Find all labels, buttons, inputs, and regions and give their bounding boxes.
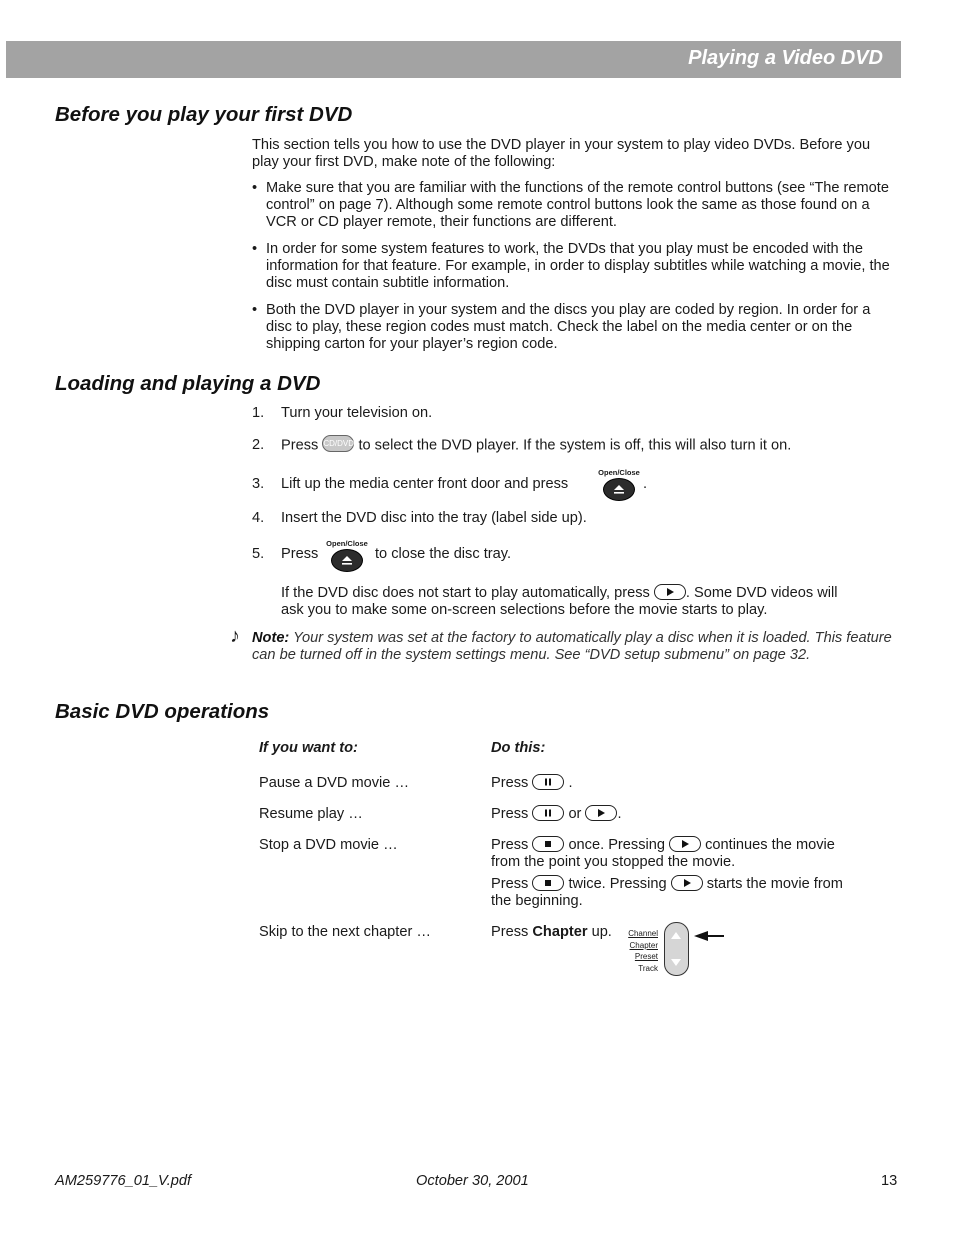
chevron-down-icon xyxy=(671,959,681,966)
stop-button xyxy=(532,875,564,891)
cd-dvd-button: CD/DVD xyxy=(322,435,354,452)
bullet-item: • Both the DVD player in your system and the discs you play are coded by region. In order for a disc to play, these region codes must match. Check the label on the media center or on the shipping carton for your player’s region code. xyxy=(252,302,871,352)
table-row-do: Press or . xyxy=(491,806,622,822)
play-button xyxy=(671,875,703,891)
play-icon xyxy=(586,806,616,820)
play-icon xyxy=(670,837,700,851)
rocker-labels: Channel Chapter Preset Track xyxy=(628,929,658,973)
heading-loading-playing: Loading and playing a DVD xyxy=(55,372,321,395)
heading-before-first-dvd: Before you play your first DVD xyxy=(55,103,353,126)
header-bar xyxy=(6,41,901,78)
music-note-icon: ♪ xyxy=(230,625,240,647)
eject-icon xyxy=(332,550,362,571)
stop-button xyxy=(532,836,564,852)
pause-button xyxy=(532,805,564,821)
eject-icon xyxy=(604,479,634,500)
intro-paragraph: This section tells you how to use the DVD player in your system to play video DVDs. Before you play your first DVD, make note of the following: xyxy=(252,137,871,170)
table-row-want: Stop a DVD movie … xyxy=(259,837,398,853)
stop-icon xyxy=(533,876,563,890)
chevron-up-icon xyxy=(671,932,681,939)
note-label: Note: xyxy=(252,630,290,646)
arrow-left-icon xyxy=(694,929,728,943)
table-row-want: Pause a DVD movie … xyxy=(259,775,410,791)
table-row-want: Skip to the next chapter … xyxy=(259,924,431,940)
footer-filename: AM259776_01_V.pdf xyxy=(55,1173,192,1189)
table-row-do: Press . xyxy=(491,775,573,791)
pause-icon xyxy=(533,775,563,789)
play-button xyxy=(654,584,686,600)
section-title: Playing a Video DVD xyxy=(688,47,883,69)
open-close-button: Open/Close xyxy=(323,539,371,572)
play-button xyxy=(669,836,701,852)
footer-date: October 30, 2001 xyxy=(416,1173,529,1189)
pause-button xyxy=(532,774,564,790)
open-close-button: Open/Close xyxy=(595,468,643,501)
table-row-do: Press once. Pressing continues the movie from the point you stopped the movie. Press twice. Pressing starts the movie from the beginning. xyxy=(491,837,843,909)
page-number: 13 xyxy=(881,1173,898,1189)
bullet-item: • Make sure that you are familiar with the functions of the remote control buttons (see “The remote control” on page 7). Although some remote control buttons look the same as those found on a VCR or CD player remote, their functions are different. xyxy=(252,180,889,230)
column-header-do: Do this: xyxy=(491,740,546,756)
stop-icon xyxy=(533,837,563,851)
note xyxy=(252,630,902,664)
table-row-want: Resume play … xyxy=(259,806,363,822)
pause-icon xyxy=(533,806,563,820)
play-icon xyxy=(655,585,685,599)
heading-basic-operations: Basic DVD operations xyxy=(55,700,270,723)
followup-paragraph: If the DVD disc does not start to play automatically, press . Some DVD videos will ask you to make some on-screen selections before the movie starts to play. xyxy=(281,585,838,618)
play-button xyxy=(585,805,617,821)
chapter-rocker-button xyxy=(664,922,689,976)
table-row-do: Press Chapter up. xyxy=(491,924,612,940)
note-body: Your system was set at the factory to automatically play a disc when it is loaded. This feature can be turned off in the system settings menu. See “DVD setup submenu” on page 32. xyxy=(252,630,892,663)
bullet-item: • In order for some system features to work, the DVDs that you play must be encoded with the information for that feature. For example, in order to display subtitles while watching a movie, the disc must contain subtitle information. xyxy=(252,241,890,291)
column-header-want: If you want to: xyxy=(259,740,358,756)
play-icon xyxy=(672,876,702,890)
